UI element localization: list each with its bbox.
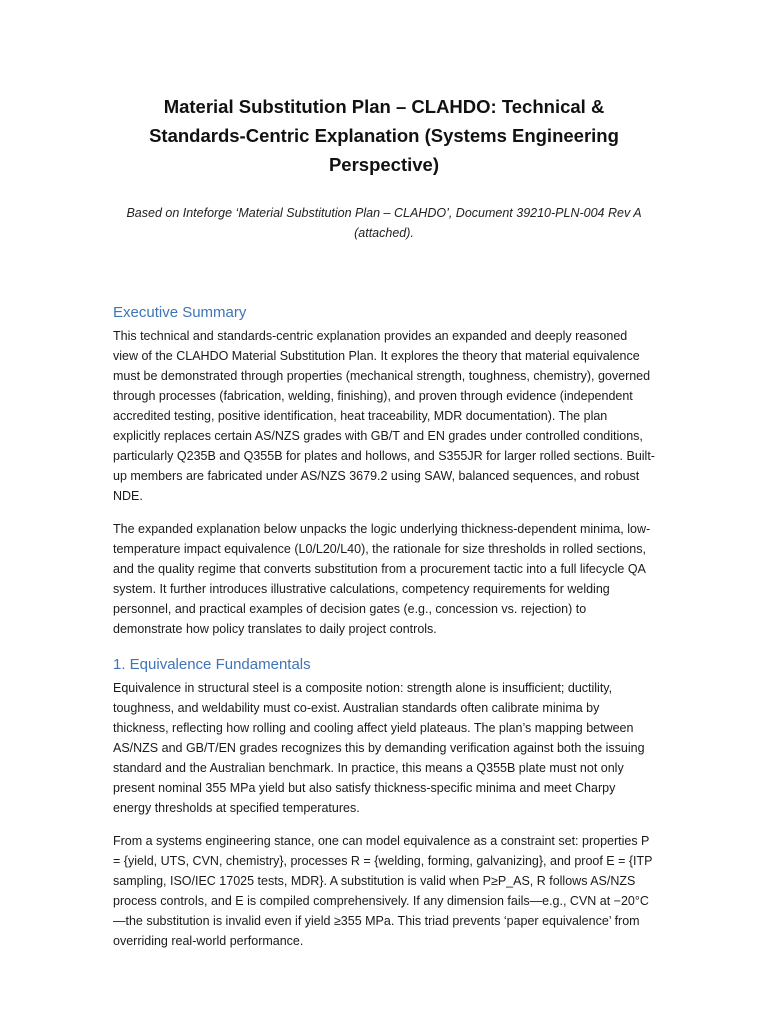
document-title: Material Substitution Plan – CLAHDO: Technical & Standards-Centric Explanation (Systems Engineering Perspective) — [149, 96, 619, 175]
paragraph: This technical and standards-centric explanation provides an expanded and deeply reasoned view of the CLAHDO Material Substitution Plan. It explores the theory that material equivalence must be demonstrated through properties (mechanical strength, toughness, chemistry), governed through processes (fabrication, welding, finishing), and proven through evidence (independent accredited testing, positive identification, heat traceability, MDR documentation). The plan explicitly replaces certain AS/NZS grades with GB/T and EN grades under controlled conditions, particularly Q235B and Q355B for plates and hollows, and S355JR for larger rolled sections. Built-up members are fabricated under AS/NZS 3679.2 using SAW, balanced sequences, and robust NDE. — [113, 329, 655, 503]
section-equivalence-fundamentals — [113, 655, 655, 951]
section-heading-equivalence-fundamentals: 1. Equivalence Fundamentals — [113, 656, 311, 673]
section-executive-summary — [113, 303, 655, 639]
paragraph: The expanded explanation below unpacks the logic underlying thickness-dependent minima, low-temperature impact equivalence (L0/L20/L40), the rationale for size thresholds in rolled sections, and the quality regime that converts substitution from a procurement tactic into a full lifecycle QA system. It further introduces illustrative calculations, competency requirements for welding personnel, and practical examples of decision gates (e.g., concession vs. rejection) to demonstrate how policy translates to daily project controls. — [113, 522, 651, 636]
paragraph: Equivalence in structural steel is a composite notion: strength alone is insufficient; ductility, toughness, and weldability must co-exist. Australian standards often calibrate minima by thickness, reflecting how rolling and cooling affect yield plateaus. The plan’s mapping between AS/NZS and GB/T/EN grades recognizes this by demanding verification against both the issuing standard and the Australian benchmark. In practice, this means a Q355B plate must not only present nominal 355 MPa yield but also satisfy thickness-specific minima and meet Charpy energy thresholds at specified temperatures. — [113, 681, 645, 815]
section-heading-executive-summary: Executive Summary — [113, 304, 247, 321]
document-subtitle: Based on Inteforge ‘Material Substitution Plan – CLAHDO’, Document 39210-PLN-004 Rev A (attached). — [126, 206, 642, 240]
paragraph: From a systems engineering stance, one can model equivalence as a constraint set: properties P = {yield, UTS, CVN, chemistry}, processes R = {welding, forming, galvanizing}, and proof E = {ITP sampling, ISO/IEC 17025 tests, MDR}. A substitution is valid when P≥P_AS, R follows AS/NZS process controls, and E is compiled comprehensively. If any dimension fails—e.g., CVN at −20°C—the substitution is invalid even if yield ≥355 MPa. This triad prevents ‘paper equivalence’ from overriding real-world performance. — [113, 834, 653, 948]
